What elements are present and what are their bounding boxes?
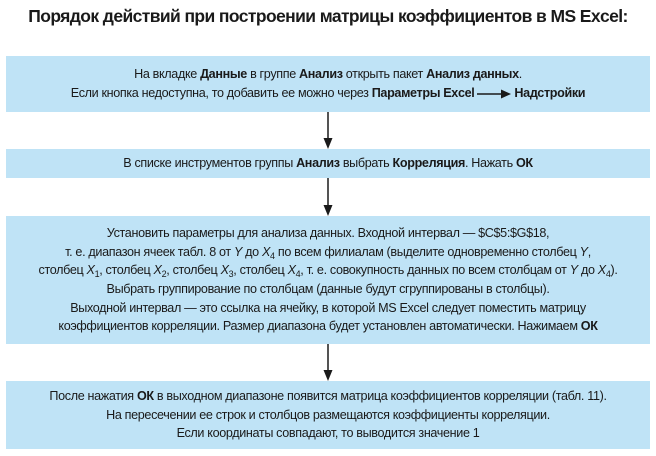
diagram-title: Порядок действий при построении матрицы коэффициентов в MS Excel: bbox=[28, 6, 628, 26]
step-2-line-1: В списке инструментов группы Анализ выбрать Корреляция. Нажать ОК bbox=[123, 156, 533, 171]
step-box-3 bbox=[6, 216, 650, 344]
step-box-1 bbox=[6, 56, 650, 112]
flow-arrow-3 bbox=[320, 344, 336, 381]
step-box-4 bbox=[6, 381, 650, 449]
right-arrow-icon bbox=[477, 89, 511, 99]
step-4-line-2: На пересечении ее строк и столбцов размещаются коэффициенты корреляции. bbox=[106, 407, 550, 422]
step-3-line-4: Выбрать группирование по столбцам (данные будут сгруппированы в столбцы). bbox=[106, 282, 550, 296]
step-3-line-2: т. е. диапазон ячеек табл. 8 от Y до $X_4$ по всем филиалам (выделите одновременно столбец Y, bbox=[65, 244, 591, 261]
step-4-line-3: Если координаты совпадают, то выводится значение 1 bbox=[176, 426, 480, 441]
step-3-line-3: столбец $X_1$, столбец $X_2$, столбец $X_3$, столбец $X_4$, т. е. совокупность данных по всем столбцам от Y до $X_4$). bbox=[38, 263, 618, 280]
flow-arrow-2 bbox=[320, 178, 336, 216]
step-3-line-5: Выходной интервал — это ссылка на ячейку, в которой MS Excel следует поместить матрицу bbox=[70, 300, 586, 315]
step-box-2 bbox=[6, 149, 650, 178]
step-1-line-1: На вкладке Данные в группе Анализ открыть пакет Анализ данных. bbox=[134, 67, 522, 82]
flow-arrow-1 bbox=[320, 112, 336, 149]
step-1-line-2: Если кнопка недоступна, то добавить ее можно через Параметры Excel Надстройки bbox=[70, 86, 586, 100]
step-4-line-1: После нажатия ОК в выходном диапазоне появится матрица коэффициентов корреляции (табл. 11). bbox=[49, 389, 607, 404]
step-3-line-6: коэффициентов корреляции. Размер диапазона будет установлен автоматически. Нажимаем ОК bbox=[58, 319, 598, 334]
step-3-line-1: Установить параметры для анализа данных. Входной интервал — $C$5:$G$18, bbox=[106, 226, 550, 241]
